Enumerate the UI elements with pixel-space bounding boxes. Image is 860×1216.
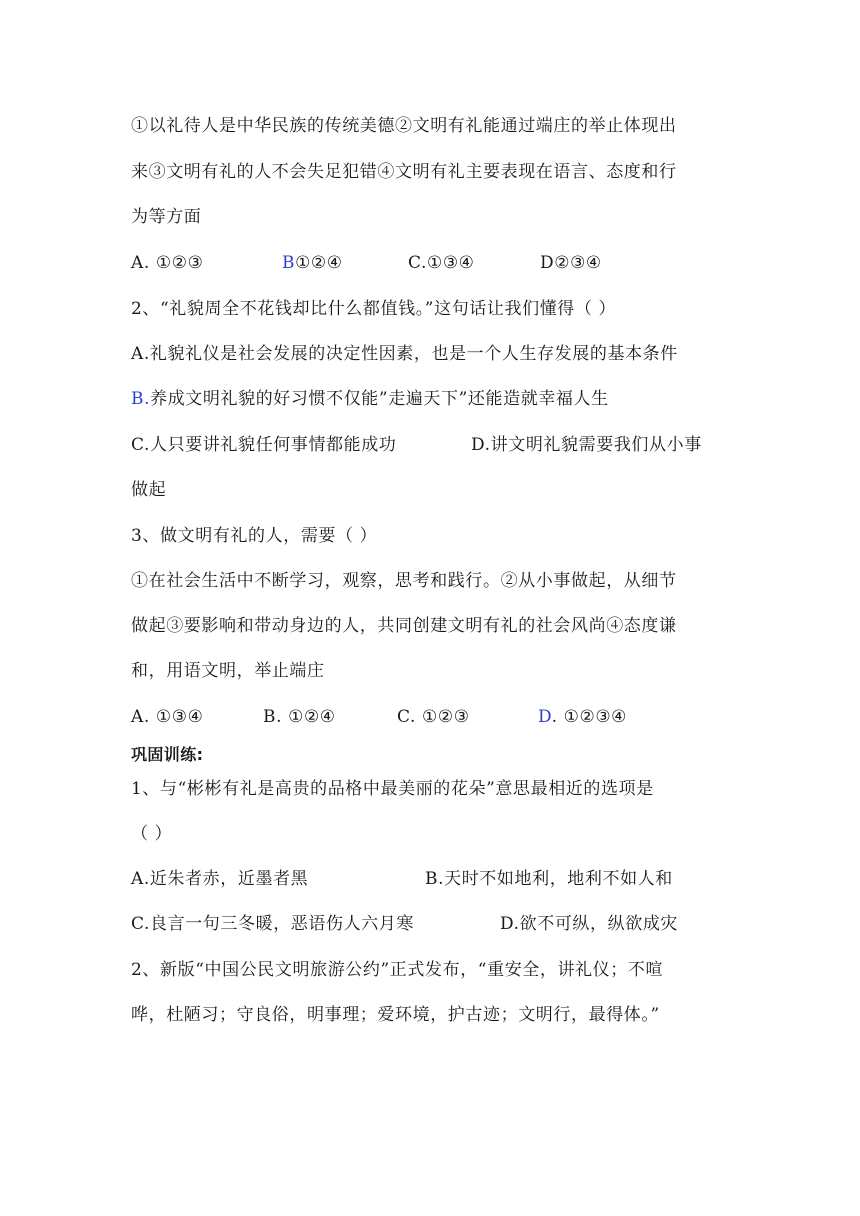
option-d-letter: D bbox=[538, 707, 552, 727]
answer-options-row bbox=[131, 867, 731, 891]
option-b bbox=[282, 251, 343, 275]
option-c: C.①③④ bbox=[408, 253, 475, 273]
question-stem: 3、做文明有礼的人，需要（ ） bbox=[131, 526, 378, 546]
statement-line: ①以礼待人是中华民族的传统美德②文明有礼能通过端庄的举止体现出 bbox=[131, 116, 677, 136]
option-b bbox=[131, 387, 609, 411]
option-d: D.欲不可纵，纵欲成灾 bbox=[500, 914, 679, 934]
section-heading: 巩固训练: bbox=[131, 745, 204, 764]
question-stem-continued: 哗，杜陋习；守良俗，明事理；爱环境，护古迹；文明行，最得体。” bbox=[131, 1005, 660, 1025]
option-b: B.天时不如地利，地利不如人和 bbox=[425, 869, 673, 889]
statement-line: 为等方面 bbox=[131, 207, 202, 227]
question-stem: 1、与“彬彬有礼是高贵的品格中最美丽的花朵”意思最相近的选项是 bbox=[131, 779, 654, 799]
option-a: A. ①③④ bbox=[131, 707, 204, 727]
option-d bbox=[538, 705, 627, 729]
option-c: C. ①②③ bbox=[397, 707, 470, 727]
answer-options-row bbox=[131, 912, 731, 936]
answer-options-row bbox=[131, 705, 731, 729]
statement-line: 来③文明有礼的人不会失足犯错④文明有礼主要表现在语言、态度和行 bbox=[131, 162, 677, 182]
statement-line: 做起③要影响和带动身边的人，共同创建文明有礼的社会风尚④态度谦 bbox=[131, 616, 677, 636]
option-d: D.讲文明礼貌需要我们从小事 bbox=[471, 435, 702, 455]
option-d-text: . ①②③④ bbox=[551, 707, 627, 727]
option-d-continued: 做起 bbox=[131, 480, 167, 500]
option-b-letter: B. bbox=[131, 389, 151, 409]
answer-options-row bbox=[131, 433, 731, 457]
option-c: C.良言一句三冬暖，恶语伤人六月寒 bbox=[131, 914, 415, 934]
statement-line: 和，用语文明，举止端庄 bbox=[131, 661, 325, 681]
option-b: B. ①②④ bbox=[263, 707, 336, 727]
question-stem: 2、“礼貌周全不花钱却比什么都值钱。”这句话让我们懂得（ ） bbox=[131, 299, 617, 319]
option-c: C.人只要讲礼貌任何事情都能成功 bbox=[131, 435, 397, 455]
answer-options-row bbox=[131, 251, 731, 275]
option-b-text: ①②④ bbox=[295, 253, 343, 273]
option-a: A. ①②③ bbox=[131, 253, 204, 273]
option-b-letter: B bbox=[282, 253, 296, 273]
option-a: A.礼貌礼仪是社会发展的决定性因素，也是一个人生存发展的基本条件 bbox=[131, 344, 678, 364]
option-d: D②③④ bbox=[540, 253, 602, 273]
option-a: A.近朱者赤，近墨者黑 bbox=[131, 869, 309, 889]
answer-blank: （ ） bbox=[131, 824, 173, 844]
question-stem: 2、新版“中国公民文明旅游公约”正式发布，“重安全，讲礼仪；不喧 bbox=[131, 960, 664, 980]
option-b-text: 养成文明礼貌的好习惯不仅能”走遍天下”还能造就幸福人生 bbox=[150, 389, 609, 409]
statement-line: ①在社会生活中不断学习，观察，思考和践行。②从小事做起，从细节 bbox=[131, 571, 677, 591]
